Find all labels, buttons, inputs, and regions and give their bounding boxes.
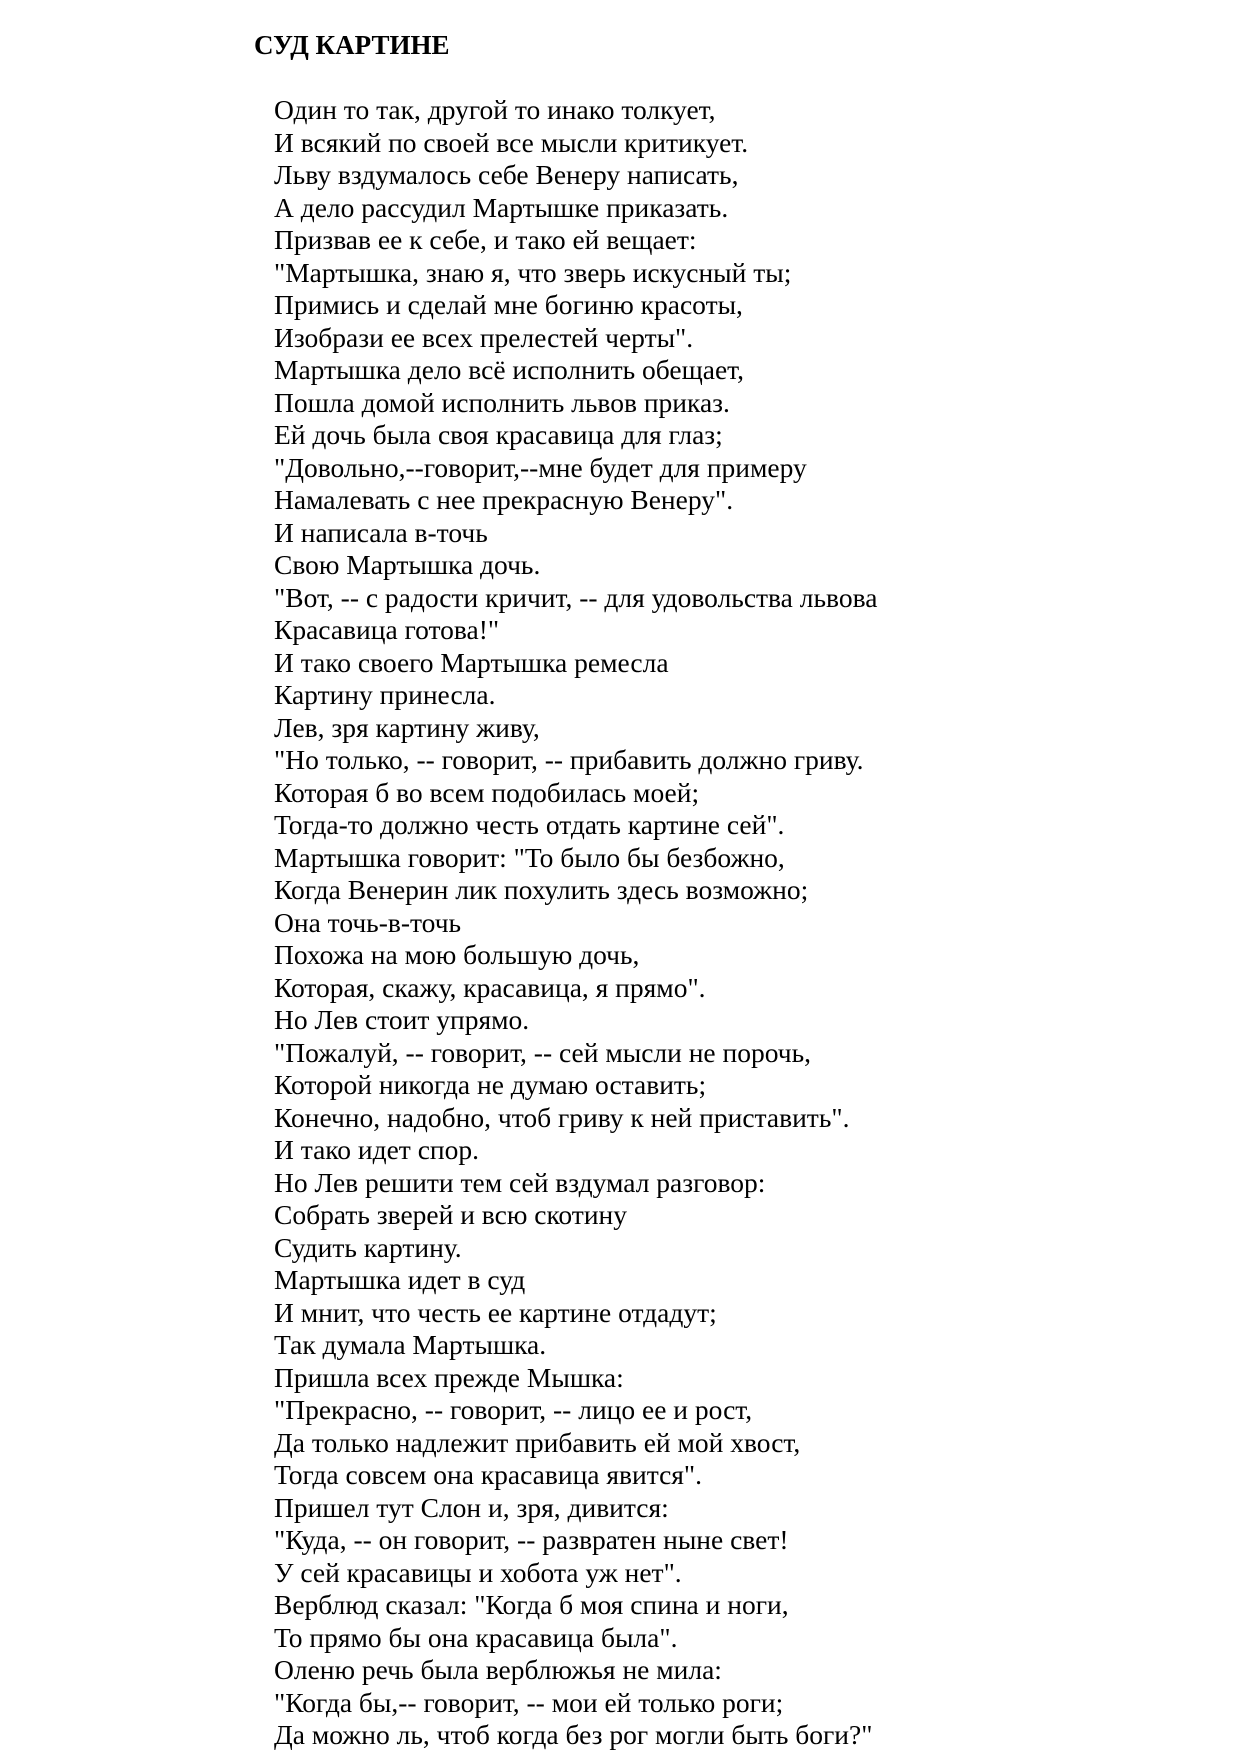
- poem-line: Собрать зверей и всю скотину: [274, 1199, 628, 1230]
- poem-line: Свою Мартышка дочь.: [274, 549, 541, 580]
- poem-line: Пришла всех прежде Мышка:: [274, 1361, 624, 1393]
- poem-line: "Пожалуй, -- говорит, -- сей мысли не порочь,: [274, 1036, 812, 1068]
- poem-line: Которой никогда не думаю оставить;: [274, 1069, 707, 1100]
- poem-line: Намалевать с нее прекрасную Венеру".: [274, 484, 734, 515]
- poem-line: Она точь-в-точь: [274, 906, 462, 938]
- poem-line: Которая, скажу, красавица, я прямо".: [274, 971, 706, 1003]
- poem-line: Мартышка идет в суд: [274, 1264, 526, 1295]
- poem-line: Верблюд сказал: "Когда б моя спина и ноги,: [274, 1589, 789, 1620]
- poem-line: "Довольно,--говорит,--мне будет для примеру: [274, 451, 807, 483]
- poem-line: Пошла домой исполнить львов приказ.: [274, 386, 730, 418]
- poem-line: Мартышка дело всё исполнить обещает,: [274, 354, 745, 385]
- poem-line: Оленю речь была верблюжья не мила:: [274, 1654, 722, 1685]
- poem-line: Но Лев решити тем сей вздумал разговор:: [274, 1166, 766, 1198]
- poem-line: А дело рассудил Мартышке приказать.: [274, 191, 729, 223]
- poem-line: Призвав ее к себе, и тако ей вещает:: [274, 224, 697, 255]
- poem-line: Изобрази ее всех прелестей черты".: [274, 321, 694, 353]
- poem-line: Тогда совсем она красавица явится".: [274, 1459, 703, 1490]
- poem-line: Которая б во всем подобилась моей;: [274, 776, 700, 808]
- poem-line: Ей дочь была своя красавица для глаз;: [274, 419, 723, 450]
- poem-line: Лев, зря картину живу,: [274, 711, 540, 743]
- poem-line: "Мартышка, знаю я, что зверь искусный ты;: [274, 256, 792, 288]
- poem-body: [274, 94, 877, 1752]
- poem-line: Судить картину.: [274, 1231, 462, 1263]
- poem-line: Когда Венерин лик похулить здесь возможно;: [274, 874, 809, 905]
- poem-line: Примись и сделай мне богиню красоты,: [274, 289, 743, 320]
- poem-line: И тако своего Мартышка ремесла: [274, 646, 669, 678]
- poem-line: Картину принесла.: [274, 679, 496, 710]
- poem-line: "Вот, -- с радости кричит, -- для удовольства львова: [274, 581, 878, 613]
- poem-line: И всякий по своей все мысли критикует.: [274, 126, 749, 158]
- poem-line: И тако идет спор.: [274, 1134, 479, 1165]
- poem-line: Красавица готова!": [274, 614, 500, 645]
- poem-title: СУД КАРТИНЕ: [254, 30, 450, 60]
- poem-line: Так думала Мартышка.: [274, 1329, 547, 1360]
- poem-line: Мартышка говорит: "То было бы безбожно,: [274, 841, 785, 873]
- poem-line: У сей красавицы и хобота уж нет".: [274, 1556, 682, 1588]
- poem-line: И написала в-точь: [274, 516, 488, 548]
- poem-line: "Куда, -- он говорит, -- развратен ныне свет!: [274, 1524, 789, 1555]
- poem-line: "Но только, -- говорит, -- прибавить должно гриву.: [274, 744, 864, 775]
- poem-line: Тогда-то должно честь отдать картине сей".: [274, 809, 785, 840]
- poem-line: "Прекрасно, -- говорит, -- лицо ее и рост,: [274, 1394, 753, 1425]
- poem-line: Да можно ль, чтоб когда без рог могли быть боги?": [274, 1719, 873, 1750]
- poem-line: "Когда бы,-- говорит, -- мои ей только роги;: [274, 1686, 784, 1718]
- poem-line: Пришел тут Слон и, зря, дивится:: [274, 1491, 669, 1523]
- poem-line: Но Лев стоит упрямо.: [274, 1004, 530, 1035]
- poem-line: Льву вздумалось себе Венеру написать,: [274, 159, 739, 190]
- poem-line: Конечно, надобно, чтоб гриву к ней приставить".: [274, 1101, 850, 1133]
- poem-line: И мнит, что честь ее картине отдадут;: [274, 1296, 717, 1328]
- poem-line: То прямо бы она красавица была".: [274, 1621, 678, 1653]
- poem-line: Похожа на мою большую дочь,: [274, 939, 640, 970]
- poem-line: Один то так, другой то инако толкует,: [274, 94, 716, 125]
- poem-line: Да только надлежит прибавить ей мой хвост,: [274, 1426, 801, 1458]
